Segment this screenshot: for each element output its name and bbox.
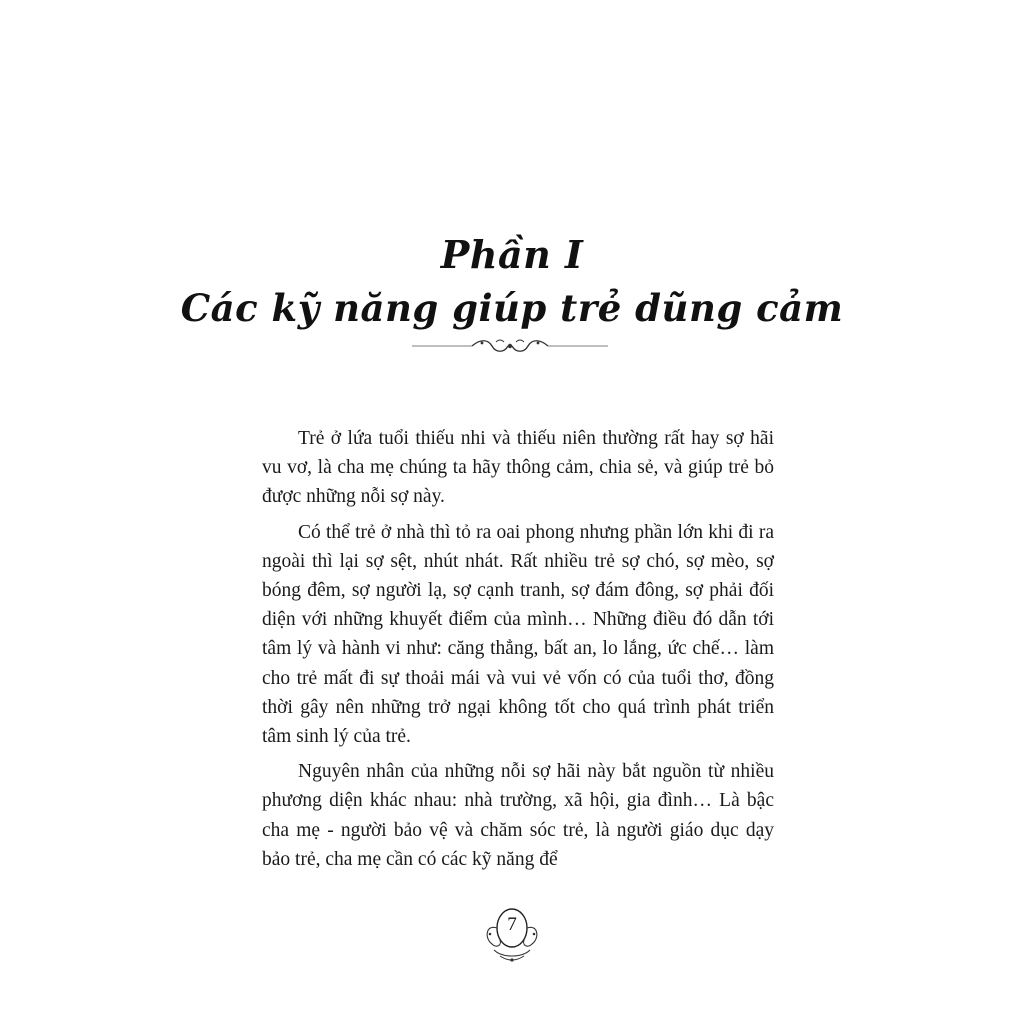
- chapter-title: Các kỹ năng giúp trẻ dũng cảm: [180, 286, 844, 330]
- paragraph-2: Có thể trẻ ở nhà thì tỏ ra oai phong nhưng phần lớn khi đi ra ngoài thì lại sợ sệt, nhút nhát. Rất nhiều trẻ sợ chó, sợ mèo, sợ bóng đêm, sợ người lạ, sợ cạnh tranh, sợ đám đông, sợ phải đối diện với những khuyết điểm của mình… Những điều đó dẫn tới tâm lý và hành vi như: căng thẳng, bất an, lo lắng, ức chế… làm cho trẻ mất đi sự thoải mái và vui vẻ vốn có của tuổi thơ, đồng thời gây nên những trở ngại không tốt cho quá trình phát triển tâm sinh lý của trẻ.: [262, 521, 774, 748]
- title-divider-ornament: [410, 336, 610, 356]
- paragraph-3: Nguyên nhân của những nỗi sợ hãi này bắt nguồn từ nhiều phương diện khác nhau: nhà trường, xã hội, gia đình… Là bậc cha mẹ - người bảo vệ và chăm sóc trẻ, là người giáo dục dạy bảo trẻ, cha mẹ cần có các kỹ năng để: [262, 761, 774, 870]
- body-text: [262, 424, 774, 880]
- page-number: 7: [507, 914, 517, 935]
- paragraph-1: Trẻ ở lứa tuổi thiếu nhi và thiếu niên thường rất hay sợ hãi vu vơ, là cha mẹ chúng ta hãy thông cảm, chia sẻ, và giúp trẻ bỏ được những nỗi sợ này.: [262, 428, 774, 508]
- part-title: Phần I: [440, 232, 584, 277]
- page-number-ornament: [472, 898, 552, 970]
